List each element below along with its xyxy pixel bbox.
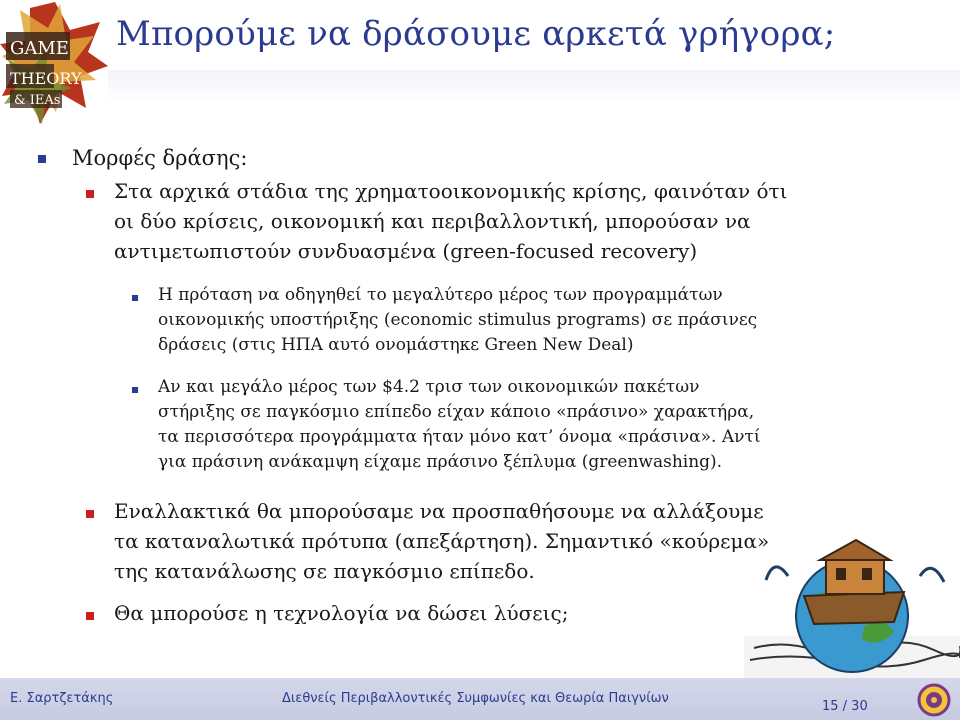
list-line: Η πρόταση να οδηγηθεί το μεγαλύτερο μέρος των προγραμμάτων: [158, 285, 723, 305]
list-item-level1: Μορφές δράσης:: [72, 146, 248, 170]
list-line: οι δύο κρίσεις, οικονομική και περιβαλλοντική, μπορούσαν να: [114, 209, 751, 233]
logo-text-game: GAME: [10, 38, 69, 59]
bullet-square-icon: [132, 295, 138, 301]
logo-text-ieas: & IEAs: [14, 93, 61, 108]
slide-header: [0, 0, 960, 135]
list-line: τα καταναλωτικά πρότυπα (απεξάρτηση). Σημαντικό «κούρεμα»: [114, 529, 770, 553]
university-emblem-icon: [914, 682, 954, 718]
list-line: στήριξης σε παγκόσμιο επίπεδο είχαν κάποιο «πράσινο» χαρακτήρα,: [158, 402, 755, 422]
list-line: της κατανάλωσης σε παγκόσμιο επίπεδο.: [114, 559, 535, 583]
list-item-level3: [158, 375, 761, 475]
bullet-square-icon: [86, 510, 94, 518]
title-band: [108, 70, 960, 104]
bullet-square-icon: [132, 387, 138, 393]
list-line: Εναλλακτικά θα μπορούσαμε να προσπαθήσουμε να αλλάξουμε: [114, 499, 764, 523]
list-line: Στα αρχικά στάδια της χρηματοοικονομικής κρίσης, φαινόταν ότι: [114, 179, 788, 203]
list-item-level2: [114, 598, 568, 628]
list-item-level3: [158, 283, 757, 358]
list-line: αντιμετωπιστούν συνδυασμένα (green-focused recovery): [114, 239, 698, 263]
bullet-square-icon: [38, 155, 46, 163]
noahs-ark-illustration-icon: [744, 536, 960, 678]
slide-title: Μπορούμε να δράσουμε αρκετά γρήγορα;: [116, 14, 836, 54]
logo-text-theory: THEORY: [10, 69, 82, 88]
autumn-leaves-logo-icon: [0, 0, 110, 130]
list-line: Θα μπορούσε η τεχνολογία να δώσει λύσεις;: [114, 601, 569, 625]
footer-author: Ε. Σαρτζετάκης: [10, 691, 114, 706]
list-item-level2: [114, 176, 787, 266]
list-line: οικονομικής υποστήριξης (economic stimulus programs) σε πράσινες: [158, 310, 758, 330]
list-line: για πράσινη ανάκαμψη είχαμε πράσινο ξέπλυμα (greenwashing).: [158, 452, 723, 472]
list-line: τα περισσότερα προγράμματα ήταν μόνο κατ’ όνομα «πράσινα». Αντί: [158, 427, 761, 447]
bullet-square-icon: [86, 190, 94, 198]
list-line: δράσεις (στις ΗΠΑ αυτό ονομάστηκε Green New Deal): [158, 335, 634, 355]
bullet-square-icon: [86, 612, 94, 620]
footer-page-number: 15 / 30: [822, 699, 868, 714]
list-line: Αν και μεγάλο μέρος των $4.2 τρισ των οικονομικών πακέτων: [158, 377, 700, 397]
list-item-level2: [114, 496, 769, 586]
footer-course-title: Διεθνείς Περιβαλλοντικές Συμφωνίες και Θεωρία Παιγνίων: [282, 691, 669, 706]
slide-footer: [0, 678, 960, 720]
